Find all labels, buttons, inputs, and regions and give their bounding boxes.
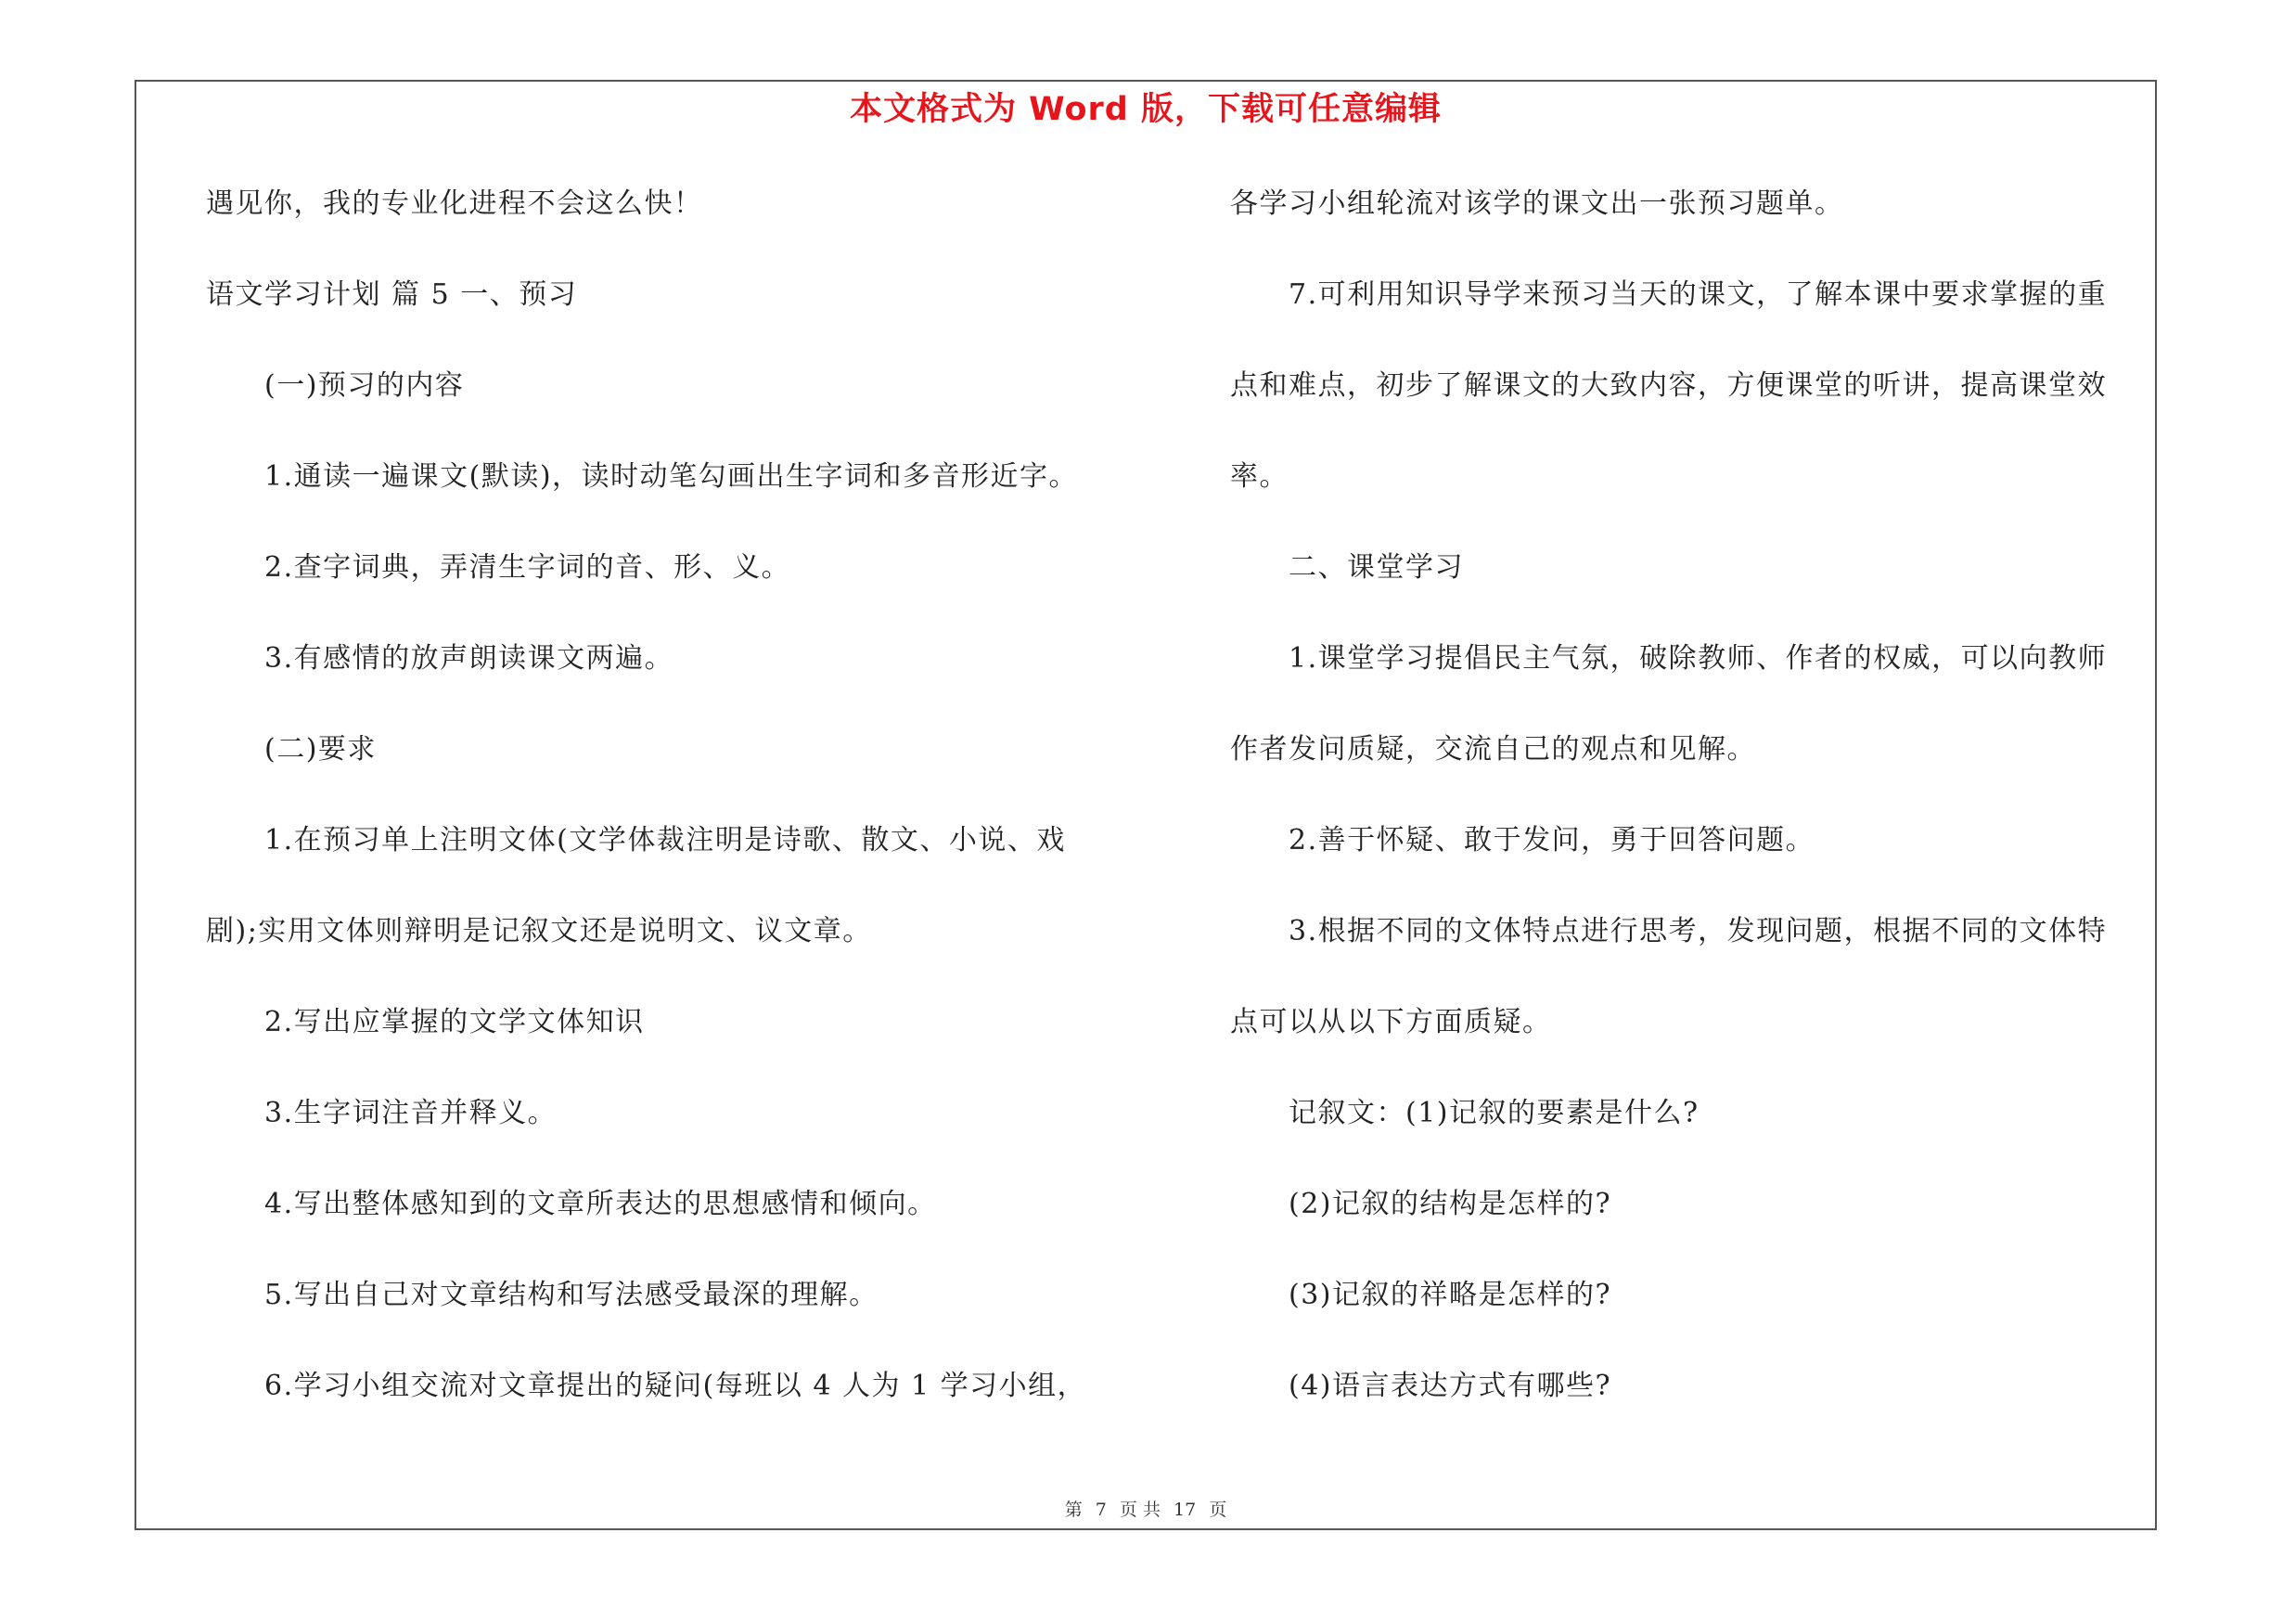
paragraph-line: 2.查字词典，弄清生字词的音、形、义。: [264, 551, 791, 584]
paragraph-line: (4)语言表达方式有哪些?: [1289, 1370, 1612, 1402]
paragraph-line: 4.写出整体感知到的文章所表达的思想感情和倾向。: [264, 1188, 937, 1220]
header-banner: 本文格式为 Word 版，下载可任意编辑: [849, 91, 1443, 128]
paragraph-line: 1.通读一遍课文(默读)，读时动笔勾画出生字词和多音形近字。: [264, 460, 1079, 493]
footer-suffix: 页: [1209, 1500, 1227, 1520]
footer-middle: 页 共: [1119, 1500, 1161, 1520]
paragraph-line: 点可以从以下方面质疑。: [1230, 1006, 1552, 1038]
paragraph-line: 3.有感情的放声朗读课文两遍。: [264, 642, 674, 675]
paragraph-line: (一)预习的内容: [264, 369, 465, 402]
paragraph-line: 2.善于怀疑、敢于发问，勇于回答问题。: [1289, 824, 1815, 857]
paragraph-line: 7.可利用知识导学来预习当天的课文，了解本课中要求掌握的重: [1289, 278, 2108, 311]
paragraph-line: 3.生字词注音并释义。: [264, 1097, 558, 1129]
paragraph-line: 剧);实用文体则辩明是记叙文还是说明文、议文章。: [206, 915, 872, 947]
paragraph-line: 记叙文：(1)记叙的要素是什么?: [1289, 1097, 1700, 1129]
paragraph-line: 各学习小组轮流对该学的课文出一张预习题单。: [1230, 187, 1844, 220]
paragraph-line: 率。: [1230, 460, 1289, 493]
paragraph-line: 3.根据不同的文体特点进行思考，发现问题，根据不同的文体特: [1289, 915, 2108, 947]
paragraph-line: 遇见你，我的专业化进程不会这么快！: [206, 187, 703, 220]
footer-prefix: 第: [1064, 1500, 1083, 1520]
paragraph-line: 1.课堂学习提倡民主气氛，破除教师、作者的权威，可以向教师: [1289, 642, 2108, 675]
paragraph-line: 1.在预习单上注明文体(文学体裁注明是诗歌、散文、小说、戏: [264, 824, 1066, 857]
paragraph-line: 6.学习小组交流对文章提出的疑问(每班以 4 人为 1 学习小组，: [264, 1370, 1087, 1402]
page-footer: [135, 1496, 2157, 1521]
paragraph-line: (2)记叙的结构是怎样的?: [1289, 1188, 1612, 1220]
paragraph-line: 作者发问质疑，交流自己的观点和见解。: [1230, 733, 1756, 766]
footer-current-page: 7: [1095, 1500, 1107, 1520]
paragraph-line: 2.写出应掌握的文学文体知识: [264, 1006, 645, 1038]
footer-total-pages: 17: [1174, 1500, 1197, 1520]
paragraph-line: (二)要求: [264, 733, 377, 766]
paragraph-line: 二、课堂学习: [1289, 551, 1464, 584]
paragraph-line: 点和难点，初步了解课文的大致内容，方便课堂的听讲，提高课堂效: [1230, 369, 2107, 402]
paragraph-line: (3)记叙的祥略是怎样的?: [1289, 1279, 1612, 1311]
paragraph-line: 5.写出自己对文章结构和写法感受最深的理解。: [264, 1279, 879, 1311]
paragraph-line: 语文学习计划 篇 5 一、预习: [206, 278, 578, 311]
